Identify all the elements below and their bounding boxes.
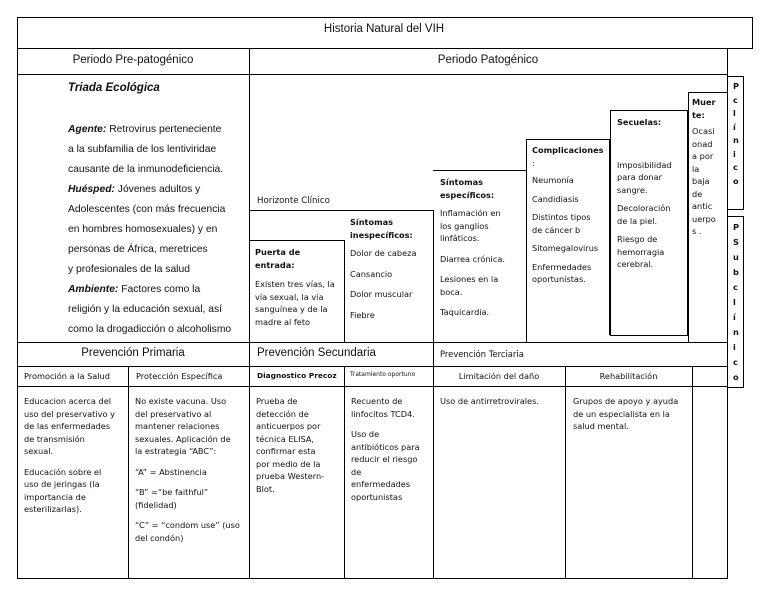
cell-promocion: Educacion acerca del uso del preservativo y de las enfermedades de transmisión sexual. Educación sobre el uso de jeringas (la importancia de esterilizarlas).	[24, 396, 115, 514]
puerta-text: Puerta de entrada: Existen tres vías, la vía sexual, la vía sanguínea y de la madre al feto	[255, 247, 335, 327]
subheader-proteccion: Protección Específica	[136, 371, 223, 381]
cell-diagnostico: Prueba de detección de anticuerpos por técnica ELISA, confirmar esta por medio de la prueba Western- Blot.	[256, 396, 325, 494]
prevention-bottom	[17, 366, 728, 367]
col-div-2	[249, 366, 250, 579]
muerte-text: Muer te: Ocasi onad a por la baja de antic uerpo s .	[692, 97, 716, 236]
huesped-label: Huésped:	[68, 184, 115, 195]
outer-left	[17, 17, 18, 579]
especificos-text: Síntomas específicos: Inflamación en los ganglios linfáticos. Diarrea crónica. Lesiones en la boca. Taquicardia.	[440, 177, 505, 317]
subheader-rehabilitacion: Rehabilitación	[599, 371, 658, 381]
horizonte-clinico: Horizonte Clínico	[257, 196, 330, 206]
page-title: Historia Natural del VIH	[323, 23, 445, 35]
cell-rehabilitacion: Grupos de apoyo y ayuda de un especialista en la salud mental.	[573, 396, 679, 431]
subheader-bottom	[17, 386, 728, 387]
triada-heading: Triada Ecológica	[68, 82, 160, 94]
subheader-limitacion: Limitación del daño	[458, 371, 540, 381]
secuelas-text: Secuelas: Imposibilidad para donar sangre. Decoloración de la piel. Riesgo de hemorragia cerebral.	[617, 117, 672, 269]
col-div-6	[692, 366, 693, 579]
outer-bottom	[17, 578, 728, 579]
ambiente-label: Ambiente:	[68, 284, 119, 295]
period-pat-label: Periodo Patogénico	[437, 54, 539, 66]
col-div-3	[344, 366, 345, 579]
cell-proteccion: No existe vacuna. Uso del preservativo al mantener relaciones sexuales. Aplicación de la estrategia “ABC”: “A” = Abstinencia “B” =“be faithful” (fidelidad) “C” = “condom use” (uso del condón)	[135, 396, 240, 543]
period-bottom	[17, 74, 728, 75]
title-bottom	[17, 48, 753, 49]
side-clinico-label: P c l í n i c o	[733, 81, 740, 186]
prevencion-secundaria: Prevención Secundaria	[257, 347, 376, 359]
subheader-promocion: Promoción a la Salud	[24, 371, 110, 381]
triada-text: Agente: Retrovirus perteneciente a la subfamilia de los lentiviridae causante de la inmunodeficiencia. Huésped: Jóvenes adultos y Adolescentes (con más frecuencia en hombres homosexuales) y en personas de África, meretrices y profesionales de la salud Ambiente: Factores como la religión y la educación sexual, así como la drogadicción o alcoholismo	[68, 124, 232, 335]
col-div-5	[565, 366, 566, 579]
horizonte-line	[249, 210, 344, 211]
period-pre-label: Periodo Pre-patogénico	[72, 54, 194, 66]
cell-limitacion: Uso de antirretrovirales.	[440, 396, 539, 406]
subheader-tratamiento: Tratamiento oportuno	[350, 371, 416, 378]
subheader-diagnostico: Diagnostico Precoz	[257, 371, 337, 380]
prevencion-terciaria: Prevención Terciaria	[440, 349, 524, 359]
prevencion-primaria: Prevención Primaria	[81, 347, 185, 359]
complicaciones-text: Complicaciones : Neumonía Candidiasis Distintos tipos de cáncer b Sitomegalovirus Enfermedades oportunistas.	[532, 145, 604, 284]
agente-label: Agente:	[68, 124, 107, 135]
col-div-1	[128, 366, 129, 579]
inespecificos-text: Síntomas inespecíficos: Dolor de cabeza Cansancio Dolor muscular Fiebre	[350, 217, 417, 320]
cell-tratamiento: Recuento de linfocitos TCD4. Uso de antibióticos para reducir el riesgo de enfermedades oportunistas	[351, 396, 420, 502]
side-subclinico-label: P S u b c l í n i c o	[733, 222, 740, 382]
outer-top	[17, 17, 753, 18]
